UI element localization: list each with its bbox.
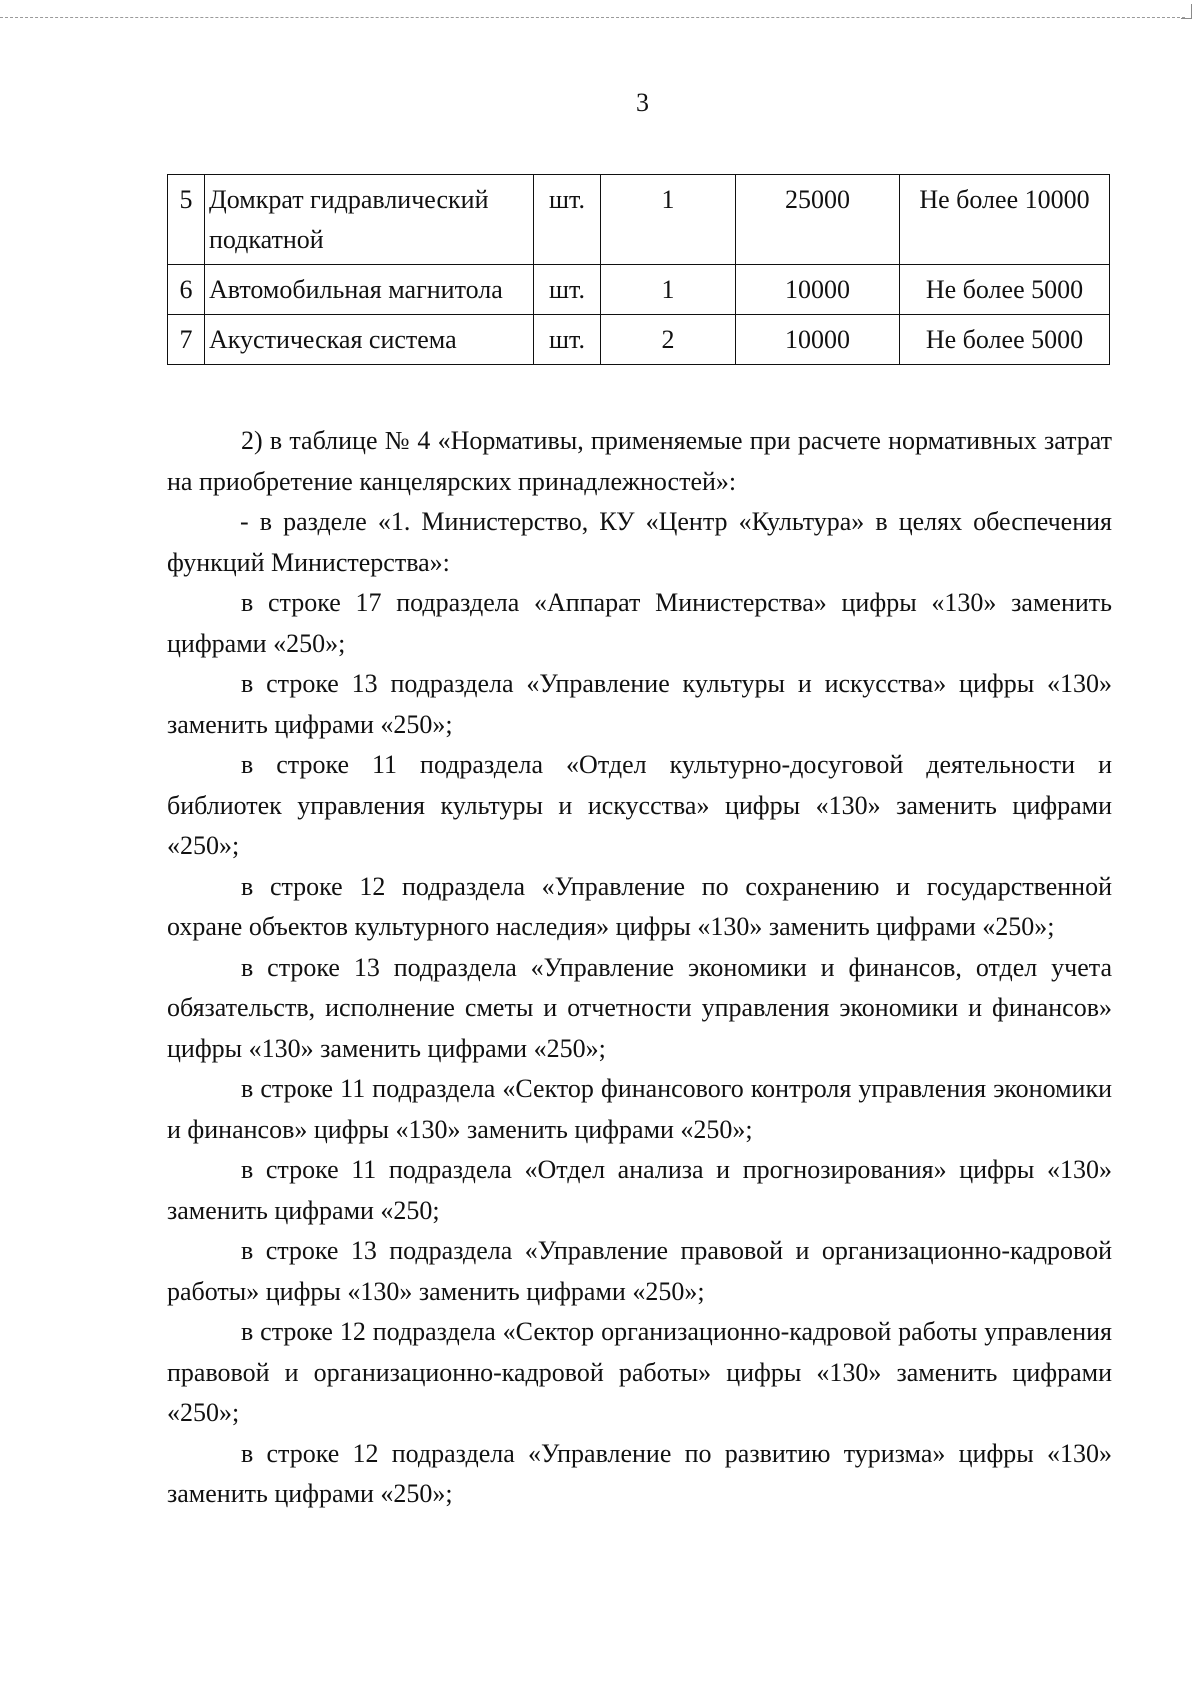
table-row [168,315,1110,365]
table-row [168,175,1110,265]
table-row [168,265,1110,315]
item-price: 10000 [736,315,900,365]
paragraph-apparat: в строке 17 подраздела «Аппарат Министерства» цифры «130» заменить цифрами «250»; [167,588,1112,658]
item-quantity: 2 [601,315,736,365]
paragraph-analysis-forecasting: в строке 11 подраздела «Отдел анализа и прогнозирования» цифры «130» заменить цифрами «250; [167,1155,1112,1225]
item-unit: шт. [534,175,601,265]
paragraph-legal-hr: в строке 13 подраздела «Управление правовой и организационно-кадровой работы» цифры «130» заменить цифрами «250»; [167,1236,1112,1306]
paragraph-financial-control: в строке 11 подраздела «Сектор финансового контроля управления экономики и финансов» цифры «130» заменить цифрами «250»; [167,1074,1112,1144]
row-number: 5 [168,175,205,265]
paragraph-tourism: в строке 12 подраздела «Управление по развитию туризма» цифры «130» заменить цифрами «250»; [167,1438,1112,1508]
item-name: Акустическая система [205,315,534,365]
paragraph-hr-sector: в строке 12 подраздела «Сектор организационно-кадровой работы управления правовой и организационно-кадровой работы» цифры «130» заменить цифрами «250»; [167,1317,1112,1427]
paragraph-economy-finance: в строке 13 подраздела «Управление экономики и финансов, отдел учета обязательств, исполнение сметы и отчетности управления экономики и финансов» цифры «130» заменить цифрами «250»; [167,952,1112,1063]
item-price: 25000 [736,175,900,265]
item-unit: шт. [534,265,601,315]
paragraph-table-4-intro: 2) в таблице № 4 «Нормативы, применяемые при расчете нормативных затрат на приобретение канцелярских принадлежностей»: [167,426,1112,496]
row-number: 7 [168,315,205,365]
paragraph-heritage: в строке 12 подраздела «Управление по сохранению и государственной охране объектов культурного наследия» цифры «130» заменить цифрами «250»; [167,871,1112,941]
page-number: 3 [636,88,649,117]
paragraph-culture-arts: в строке 13 подраздела «Управление культуры и искусства» цифры «130» заменить цифрами «250»; [167,669,1112,739]
paragraph-leisure-libraries: в строке 11 подраздела «Отдел культурно-досуговой деятельности и библиотек управления культуры и искусства» цифры «130» заменить цифрами «250»; [167,750,1112,860]
row-number: 6 [168,265,205,315]
item-quantity: 1 [601,265,736,315]
item-price: 10000 [736,265,900,315]
item-unit: шт. [534,315,601,365]
item-limit: Не более 5000 [900,315,1110,365]
paragraph-section-1: - в разделе «1. Министерство, КУ «Центр «Культура» в целях обеспечения функций Министерства»: [167,507,1112,577]
item-limit: Не более 5000 [900,265,1110,315]
items-table [167,174,1110,365]
scan-edge-line [0,17,1185,18]
item-name: Автомобильная магнитола [205,265,534,315]
item-name: Домкрат гидравлический подкатной [205,175,534,265]
scan-corner-mark [1181,4,1192,19]
item-limit: Не более 10000 [900,175,1110,265]
item-quantity: 1 [601,175,736,265]
amendment-text [167,421,1112,1515]
